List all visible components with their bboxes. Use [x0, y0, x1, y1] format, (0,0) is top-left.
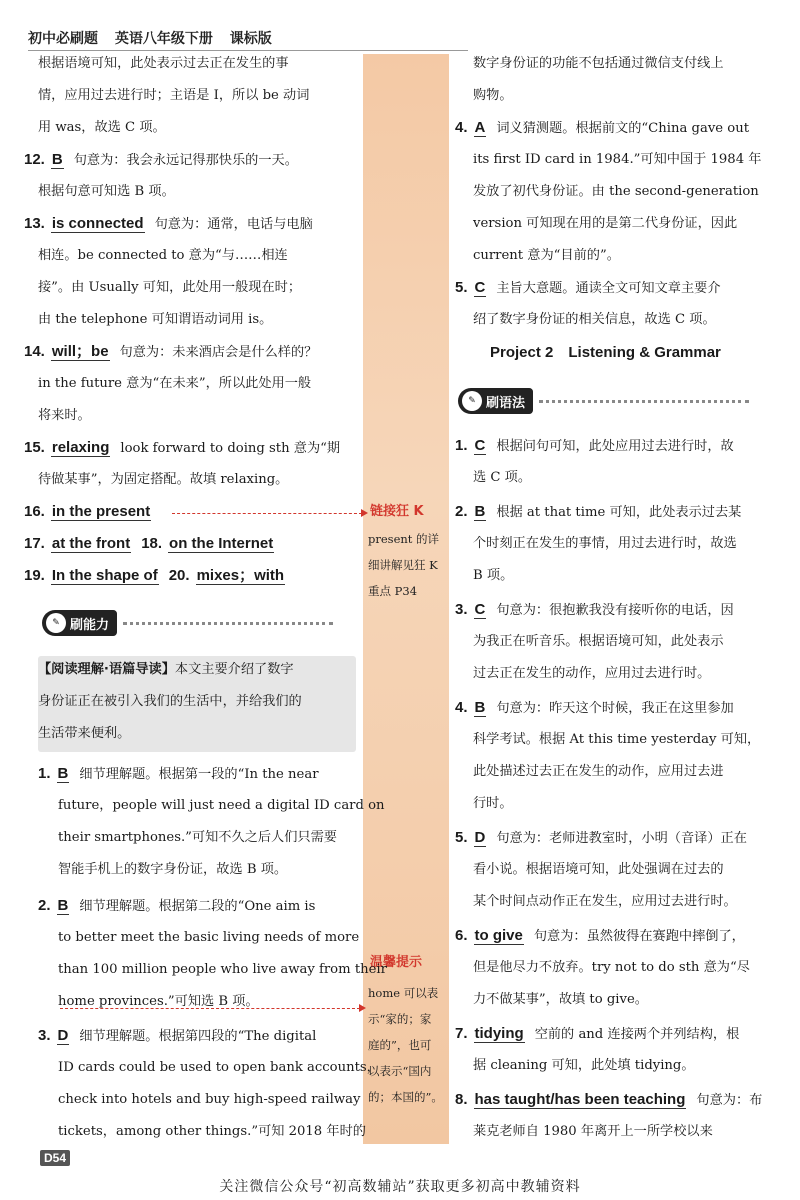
item-number: 19.	[24, 567, 45, 584]
note-tip-title: 温馨提示	[370, 955, 423, 970]
text-line: check into hotels and buy high-speed railway	[58, 1092, 361, 1107]
text-line: 用 was，故选 C 项。	[38, 120, 166, 135]
note-tip-body	[368, 980, 448, 1110]
answer-key: B	[57, 765, 69, 782]
answer-item	[455, 118, 749, 139]
explanation-text: 句意为：我会永远记得那快乐的一天。	[73, 153, 298, 168]
explanation-text: 主旨大意题。通读全文可知文章主要介	[496, 281, 721, 296]
explanation-text: look forward to doing sth 意为“期	[120, 441, 341, 456]
summary-line	[38, 660, 294, 680]
explanation-text: 句意为：老师进教室时，小明（音译）正在	[496, 831, 747, 846]
text-line: 行时。	[473, 796, 513, 811]
summary-line: 身份证正在被引入我们的生活中，并给我们的	[38, 694, 302, 709]
explanation-text: 细节理解题。根据第一段的“In the near	[79, 767, 319, 782]
item-number: 5.	[455, 279, 468, 296]
answer-key: B	[474, 503, 486, 520]
note-line: 庭的”，也可	[368, 1038, 432, 1052]
text-line: its first ID card in 1984.”可知中国于 1984 年	[473, 152, 762, 167]
answer-key: to give	[474, 927, 523, 944]
text-line: 根据语境可知，此处表示过去正在发生的事	[38, 56, 289, 71]
answer-key: relaxing	[51, 439, 110, 456]
answer-key: on the Internet	[169, 535, 274, 552]
answer-item	[455, 926, 745, 947]
answer-item	[455, 436, 734, 457]
answer-key: B	[51, 151, 63, 168]
answer-item	[24, 534, 284, 555]
text-line: B 项。	[473, 568, 514, 583]
item-number: 3.	[455, 601, 468, 618]
brush-icon: ✎	[46, 613, 66, 633]
explanation-text: 空前的 and 连接两个并列结构，根	[534, 1027, 740, 1042]
text-line: 此处描述过去正在发生的动作，应用过去进	[473, 764, 724, 779]
answer-item	[455, 828, 747, 849]
text-line: 选 C 项。	[473, 470, 532, 485]
item-number: 4.	[455, 119, 468, 136]
explanation-text: 词义猜测题。根据前文的“China gave out	[496, 121, 749, 136]
explanation-text: 句意为：昨天这个时候，我正在这里参加	[496, 701, 734, 716]
item-number: 3.	[38, 1027, 51, 1044]
text-line: current 意为“目前的”。	[473, 248, 620, 263]
item-number: 18.	[141, 535, 163, 552]
text-line: to better meet the basic living needs of more	[58, 930, 360, 945]
note-line: home 可以表	[368, 986, 439, 1000]
link-arrow	[172, 513, 362, 514]
answer-key: A	[474, 119, 486, 136]
item-number: 1.	[455, 437, 468, 454]
answer-item	[455, 502, 741, 523]
answer-key: C	[474, 279, 486, 296]
text-line: 为我正在听音乐。根据语境可知，此处表示	[473, 634, 724, 649]
answer-item	[24, 502, 161, 523]
answer-item	[455, 1090, 762, 1111]
item-number: 14.	[24, 343, 45, 360]
answer-item	[24, 566, 295, 587]
text-line: 相连。be connected to 意为“与……相连	[38, 248, 288, 263]
text-line: 数字身份证的功能不包括通过微信支付线上	[473, 56, 724, 71]
explanation-text: 句意为：未来酒店会是什么样的？	[119, 345, 318, 360]
text-line: 看小说。根据语境可知，此处强调在过去的	[473, 862, 724, 877]
text-line: 由 the telephone 可知谓语动词用 is。	[38, 312, 273, 327]
text-line: 接”。由 Usually 可知，此处用一般现在时；	[38, 280, 302, 295]
text-line: version 可知现在用的是第二代身份证，因此	[473, 216, 738, 231]
explanation-text: 句意为：布	[696, 1093, 763, 1108]
answer-key: mixes；with	[196, 567, 285, 584]
item-number: 6.	[455, 927, 468, 944]
text-line: 过去正在发生的动作，应用过去进行时。	[473, 666, 711, 681]
note-line: 细讲解见狂 K	[368, 558, 438, 572]
note-line: present 的详	[368, 532, 440, 546]
note-line: 以表示“国内	[368, 1064, 432, 1078]
item-number: 20.	[168, 567, 190, 584]
answer-item	[38, 1026, 316, 1047]
explanation-text: 细节理解题。根据第二段的“One aim is	[79, 899, 316, 914]
summary-label: 【阅读理解·语篇导读】	[38, 662, 175, 677]
item-number: 4.	[455, 699, 468, 716]
text-line: 根据句意可知选 B 项。	[38, 184, 175, 199]
dotted-divider	[539, 400, 749, 403]
series-title: 初中必刷题	[28, 31, 98, 47]
text-line: home provinces.”可知选 B 项。	[58, 994, 259, 1009]
book-title: 英语八年级下册	[114, 31, 213, 47]
text-line: 待做某事”，为固定搭配。故填 relaxing。	[38, 472, 289, 487]
item-number: 5.	[455, 829, 468, 846]
answer-item	[24, 214, 313, 235]
answer-key: at the front	[51, 535, 131, 552]
item-number: 2.	[455, 503, 468, 520]
answer-key: will；be	[51, 343, 109, 360]
page-number: D54	[40, 1150, 70, 1166]
answer-key: C	[474, 601, 486, 618]
section-tag-ability	[42, 610, 333, 636]
item-number: 8.	[455, 1091, 468, 1108]
answer-key: tidying	[474, 1025, 524, 1042]
item-number: 12.	[24, 151, 45, 168]
text-line: 某个时间点动作正在发生，应用过去进行时。	[473, 894, 737, 909]
answer-item	[455, 698, 734, 719]
answer-key: C	[474, 437, 486, 454]
answer-key: D	[474, 829, 486, 846]
text-line: 科学考试。根据 At this time yesterday 可知，	[473, 732, 761, 747]
section-tag-label: 刷语法	[486, 395, 526, 411]
answer-key: in the present	[51, 503, 151, 520]
summary-text: 本文主要介绍了数字	[174, 662, 294, 677]
answer-key: has taught/has been teaching	[474, 1091, 686, 1108]
header-rule	[28, 50, 468, 51]
answer-key: B	[474, 699, 486, 716]
note-link-title: 链接狂 K	[370, 504, 424, 519]
answer-item	[455, 600, 734, 621]
answer-item	[455, 278, 721, 299]
answer-key: B	[57, 897, 69, 914]
text-line: 莱克老师自 1980 年离开上一所学校以来	[473, 1124, 713, 1139]
text-line: tickets，among other things.”可知 2018 年时的	[58, 1124, 366, 1139]
item-number: 15.	[24, 439, 45, 456]
project-heading: Project 2 Listening & Grammar	[490, 344, 721, 361]
text-line: 绍了数字身份证的相关信息，故选 C 项。	[473, 312, 716, 327]
item-number: 7.	[455, 1025, 468, 1042]
text-line: ID cards could be used to open bank accounts，	[58, 1060, 380, 1075]
explanation-text: 根据问句可知，此处应用过去进行时，故	[496, 439, 734, 454]
explanation-text: 根据 at that time 可知，此处表示过去某	[496, 505, 742, 520]
section-tag-grammar	[458, 388, 749, 414]
text-line: 力不做某事”，故填 to give。	[473, 992, 648, 1007]
explanation-text: 句意为：虽然彼得在赛跑中摔倒了，	[533, 929, 745, 944]
brush-icon: ✎	[462, 391, 482, 411]
text-line: 个时刻正在发生的事情，用过去进行时，故选	[473, 536, 737, 551]
dotted-divider	[123, 622, 333, 625]
note-link-body	[368, 526, 448, 604]
section-tag-label: 刷能力	[70, 617, 110, 633]
text-line: 但是他尽力不放弃。try not to do sth 意为“尽	[473, 960, 750, 975]
text-line: in the future 意为“在未来”，所以此处用一般	[38, 376, 312, 391]
text-line: 将来时。	[38, 408, 91, 423]
answer-item	[24, 438, 340, 459]
explanation-text: 句意为：通常，电话与电脑	[154, 217, 313, 232]
text-line: 情，应用过去进行时；主语是 I，所以 be 动词	[38, 88, 310, 103]
note-line: 示“家的；家	[368, 1012, 432, 1026]
text-line: their smartphones.”可知不久之后人们只需要	[58, 830, 337, 845]
text-line: 购物。	[473, 88, 513, 103]
running-header	[28, 28, 272, 48]
explanation-text: 句意为：很抱歉我没有接听你的电话，因	[496, 603, 734, 618]
text-line: future，people will just need a digital ID card on	[58, 798, 385, 813]
footer-note: 关注微信公众号“初高数辅站”获取更多初高中教辅资料	[219, 1179, 581, 1195]
summary-line: 生活带来便利。	[38, 726, 131, 741]
item-number: 16.	[24, 503, 45, 520]
answer-item	[38, 764, 319, 785]
answer-key: D	[57, 1027, 69, 1044]
answer-key: is connected	[51, 215, 144, 232]
item-number: 2.	[38, 897, 51, 914]
answer-item	[24, 342, 317, 363]
text-line: 智能手机上的数字身份证，故选 B 项。	[58, 862, 288, 877]
note-line: 重点 P34	[368, 584, 418, 598]
text-line: 发放了初代身份证。由 the second-generation	[473, 184, 759, 199]
item-number: 1.	[38, 765, 51, 782]
item-number: 17.	[24, 535, 45, 552]
edition-label: 课标版	[229, 31, 272, 47]
answer-item	[38, 896, 315, 917]
explanation-text: 细节理解题。根据第四段的“The digital	[79, 1029, 317, 1044]
answer-item	[455, 1024, 739, 1045]
note-line: 的；本国的”。	[368, 1090, 443, 1104]
answer-key: In the shape of	[51, 567, 158, 584]
text-line: 据 cleaning 可知，此处填 tidying。	[473, 1058, 695, 1073]
answer-item	[24, 150, 298, 171]
text-line: than 100 million people who live away from their	[58, 962, 387, 977]
item-number: 13.	[24, 215, 45, 232]
